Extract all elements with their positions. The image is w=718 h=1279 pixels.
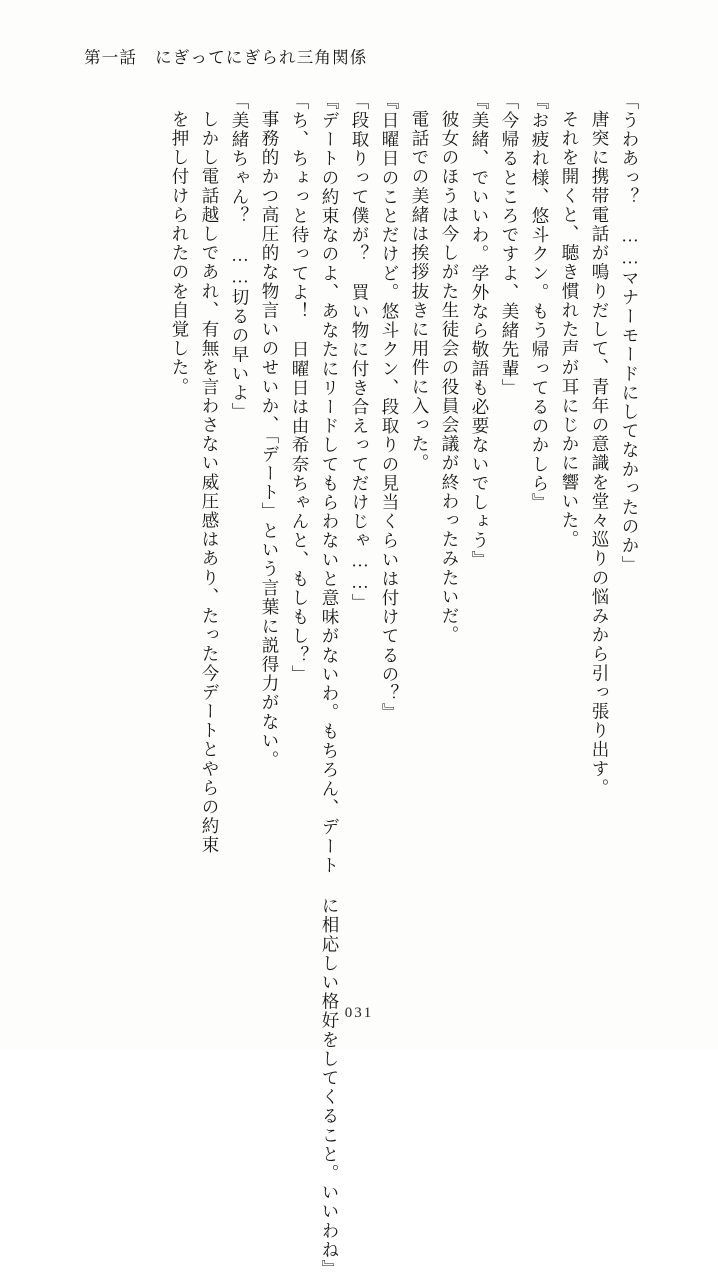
- text-column: 「美緒ちゃん？ ……切るの早いよ」: [230, 92, 250, 422]
- chapter-number: 第一話: [84, 48, 138, 67]
- page-header: [84, 44, 368, 68]
- page-number: 031: [344, 1005, 374, 1021]
- text-column: それを開くと、聴き慣れた声が耳にじかに響いた。: [560, 110, 580, 550]
- text-column: 「今帰るところですよ、美緒先輩」: [500, 92, 520, 398]
- text-column: 唐突に携帯電話が鳴りだして、青年の意識を堂々巡りの悩みから引っ張り出す。: [590, 110, 610, 798]
- text-column: 『美緒、でいいわ。学外なら敬語も必要ないでしょう』: [470, 92, 490, 570]
- text-column: 彼女のほうは今しがた生徒会の役員会議が終わったみたいだ。: [440, 110, 460, 645]
- text-column: 「ち、ちょっと待ってよ！ 日曜日は由希奈ちゃんと、もしもし？」: [290, 92, 310, 685]
- text-column: 「段取りって僕が？ 買い物に付き合えってだけじゃ……」: [350, 92, 370, 613]
- text-column: 事務的かつ高圧的な物言いのせいか、「デート」という言葉に説得力がない。: [260, 110, 280, 770]
- text-column: 『デートの約束なのよ、あなたにリードしてもらわないと意味がないわ。もちろん、デート に相応しい格好をしてくること。いいわね』: [320, 92, 340, 1279]
- chapter-title: にぎってにぎられ三角関係: [155, 48, 368, 67]
- text-column: を押し付けられたのを自覚した。: [170, 110, 190, 397]
- text-column: 電話での美緒は挨拶抜きに用件に入った。: [410, 110, 430, 473]
- text-column: 「うわあっ？ ……マナーモードにしてなかったのか」: [620, 92, 640, 575]
- text-column: 『お疲れ様、悠斗クン。もう帰ってるのかしら』: [530, 92, 550, 513]
- text-column: しかし電話越しであれ、有無を言わさない威圧感はあり、たった今デートとやらの約束: [200, 110, 220, 855]
- text-column: 『日曜日のことだけど。悠斗クン、段取りの見当くらいは付けてるの？』: [380, 92, 400, 723]
